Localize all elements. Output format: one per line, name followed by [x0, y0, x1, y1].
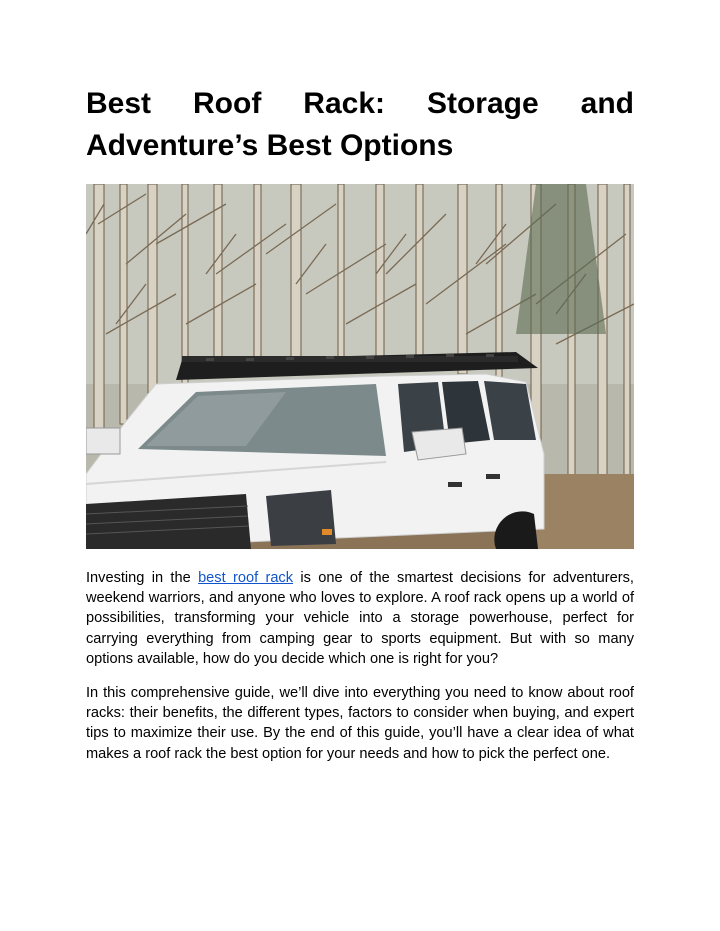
- best-roof-rack-link[interactable]: best roof rack: [198, 570, 294, 586]
- intro-text-before-link: Investing in the: [86, 570, 199, 586]
- guide-paragraph: In this comprehensive guide, we’ll dive into everything you need to know about roof racks: their benefits, the different types, factors to consider when buying, and expert tips to maximize their use. By the end of this guide, you’ll have a clear idea of what makes a roof rack the best option for your needs and how to pick the perfect one.: [86, 685, 634, 762]
- suv-with-roof-rack-photo: [86, 184, 634, 549]
- intro-text-after-link: is one of the smartest decisions for adventurers, weekend warriors, and anyone who loves to explore. A roof rack opens up a world of possibilities, transforming your vehicle into a storage powerhouse, perfect for carrying everything from camping gear to sports equipment. But with so many options available, how do you decide which one is right for you?: [86, 570, 634, 667]
- hero-photo: [86, 184, 634, 549]
- page-title: Best Roof Rack: Storage and Adventure’s Best Options: [86, 87, 634, 162]
- intro-paragraph: [86, 568, 634, 669]
